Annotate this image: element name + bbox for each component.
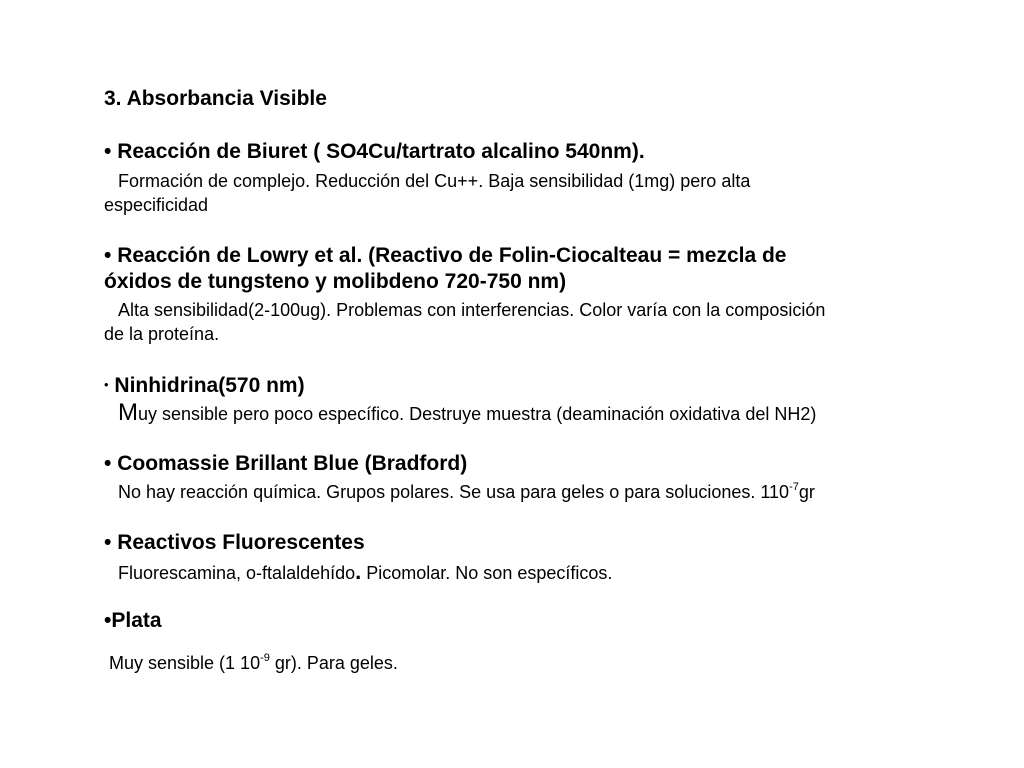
bullet: •	[104, 452, 112, 475]
desc-unit: gr	[798, 482, 815, 502]
item-coomassie-title	[104, 453, 467, 474]
section-title: 3. Absorbancia Visible	[104, 87, 327, 110]
bullet: •	[104, 377, 109, 392]
item-title-text: Ninhidrina(570 nm)	[114, 374, 305, 397]
desc-superscript: -9	[260, 652, 270, 664]
item-plata-title	[104, 610, 162, 631]
item-title-text: Coomassie Brillant Blue (Bradford)	[117, 452, 468, 475]
desc-first-letter: M	[118, 399, 138, 426]
bullet: •	[104, 609, 112, 632]
bullet: •	[104, 140, 112, 163]
item-biuret-desc-line2: especificidad	[104, 195, 209, 215]
desc-superscript: -7	[789, 481, 799, 493]
item-title-text: Reactivos Fluorescentes	[117, 531, 365, 554]
desc-bold-dot: .	[355, 559, 362, 584]
desc-rest: gr). Para geles.	[269, 653, 398, 673]
item-fluorescentes-desc	[118, 561, 612, 583]
item-title-text: Reacción de Lowry et al. (Reactivo de Folin-Ciocalteau = mezcla de	[117, 244, 787, 267]
bullet: •	[104, 531, 112, 554]
desc-rest: Picomolar. No son específicos.	[361, 563, 613, 583]
desc-rest: uy sensible pero poco específico. Destruye muestra (deaminación oxidativa del NH2)	[138, 404, 817, 424]
item-title-text: Plata	[111, 609, 162, 632]
item-ninhidrina-desc	[118, 401, 816, 425]
item-plata-desc	[109, 654, 398, 672]
item-title-text: Reacción de Biuret ( SO4Cu/tartrato alcalino 540nm).	[117, 140, 645, 163]
desc-text: No hay reacción química. Grupos polares. Se usa para geles o para soluciones. 110	[118, 482, 790, 502]
item-biuret-desc-line1: Formación de complejo. Reducción del Cu++. Baja sensibilidad (1mg) pero alta	[118, 171, 751, 191]
item-biuret-title	[104, 141, 645, 162]
item-ninhidrina-title	[104, 375, 305, 396]
item-lowry-desc-line2: de la proteína.	[104, 324, 220, 344]
item-fluorescentes-title	[104, 532, 365, 553]
item-lowry-title-line2: óxidos de tungsteno y molibdeno 720-750 nm)	[104, 270, 567, 293]
item-coomassie-desc	[118, 483, 815, 501]
item-lowry-desc-line1: Alta sensibilidad(2-100ug). Problemas con interferencias. Color varía con la composición	[118, 300, 826, 320]
desc-text: Fluorescamina, o-ftalaldehído	[118, 563, 356, 583]
bullet: •	[104, 244, 112, 267]
desc-text: Muy sensible (1 10	[109, 653, 261, 673]
item-lowry-title-line1	[104, 245, 787, 266]
